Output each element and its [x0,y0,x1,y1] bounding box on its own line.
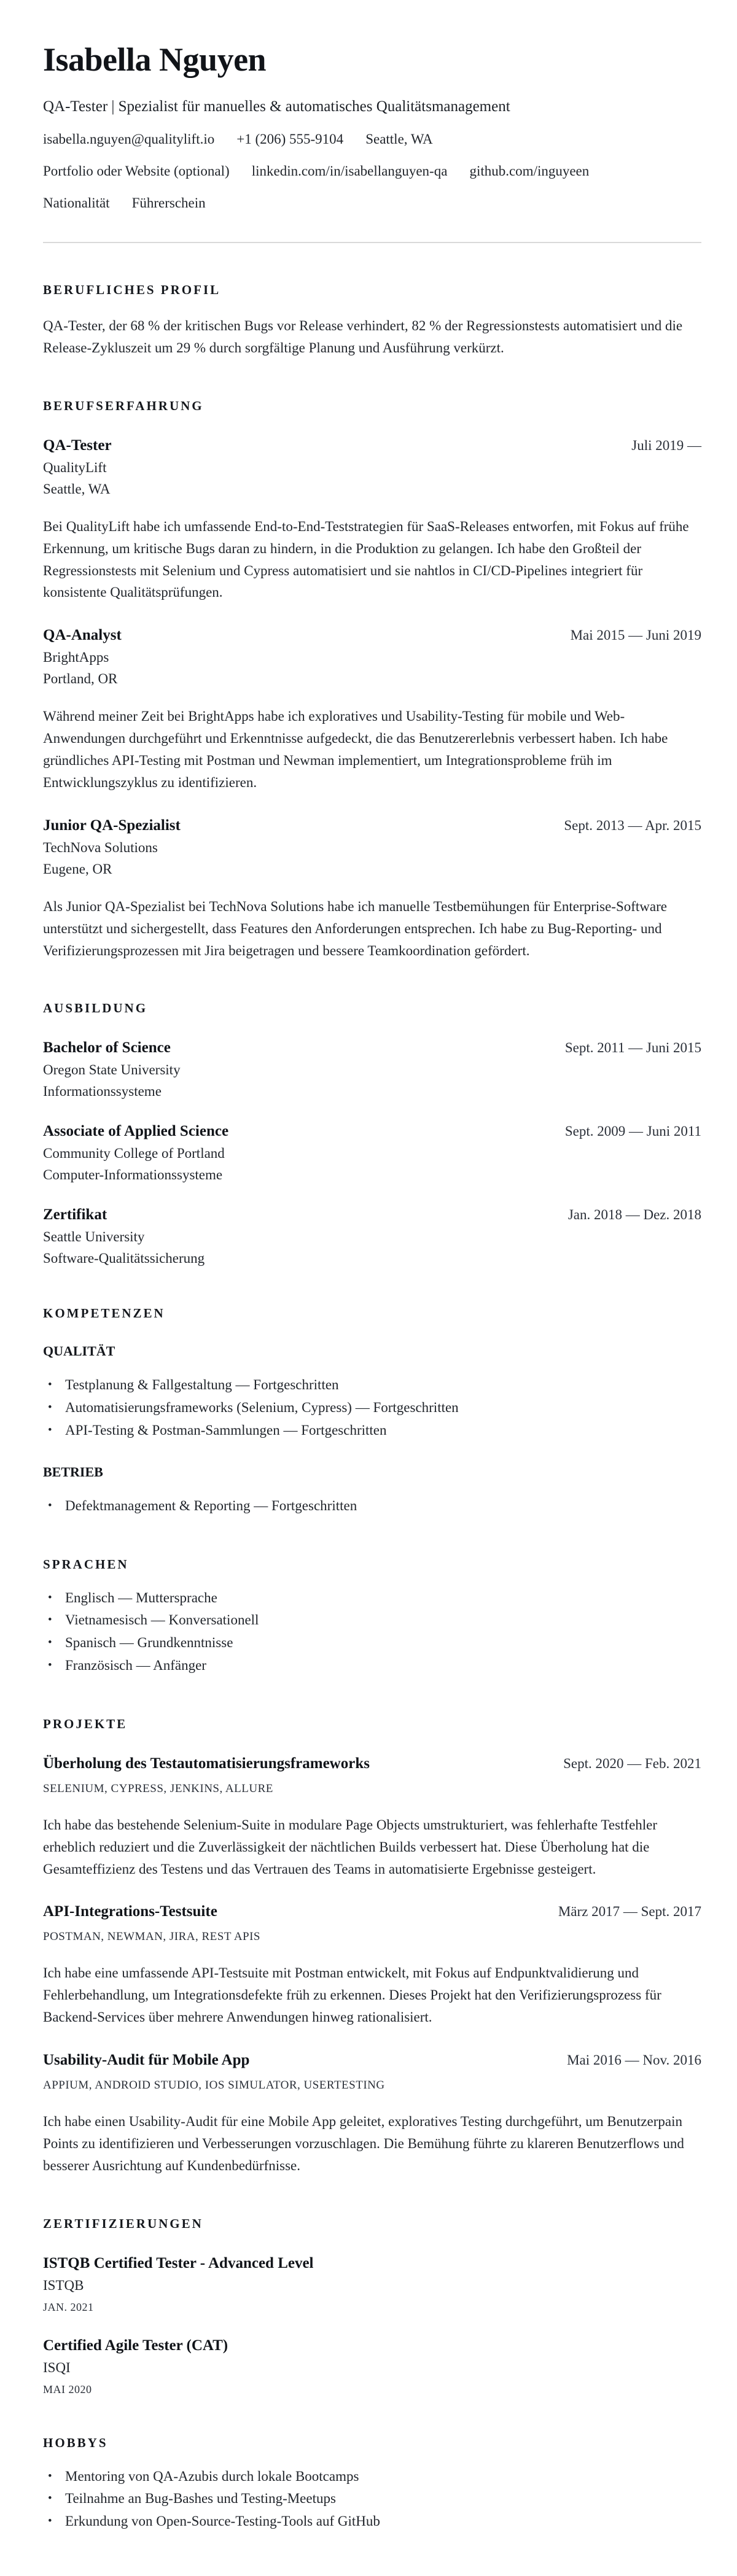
job-description: Als Junior QA-Spezialist bei TechNova Solutions habe ich manuelle Testbemühungen für Enterprise-Software unterstützt und sichergestellt, dass Features den Anforderungen entsprechen. Ich habe zu Bug-Reporting- und Verifizierungsprozessen mit Jira beigetragen und bessere Teamkoordination gefördert. [43,898,667,958]
hobby-item-label: Teilnahme an Bug-Bashes und Testing-Meetups [65,2491,336,2507]
language-item-label: Vietnamesisch — Konversationell [65,1612,259,1628]
bullet-icon: • [48,1636,52,1650]
language-item [48,1655,701,1677]
skill-item [48,1419,701,1442]
bullet-icon: • [48,1591,52,1604]
education-entry-header [43,1123,701,1140]
section-heading-profile: BERUFLICHES PROFIL [43,282,221,297]
job-dates: Juli 2019 — [631,437,701,453]
person-name: Isabella Nguyen [43,41,267,78]
bullet-icon: • [48,1423,52,1437]
job-title: QA-Tester [43,436,112,454]
language-item-label: Spanisch — Grundkenntnisse [65,1635,233,1651]
skill-group [43,1343,701,1441]
language-item-label: Französisch — Anfänger [65,1657,206,1673]
project-dates: Mai 2016 — Nov. 2016 [567,2052,701,2068]
job-entry [43,437,701,604]
section-skills [43,1306,701,1517]
drivers-license-text: Führerschein [131,195,206,211]
phone-text: +1 (206) 555-9104 [236,131,344,147]
education-entry [43,1039,701,1100]
headline: QA-Tester | Spezialist für manuelles & automatisches Qualitätsmanagement [43,98,510,115]
certification-entry [43,2255,701,2314]
school-name: Community College of Portland [43,1146,225,1162]
education-dates: Sept. 2011 — Juni 2015 [564,1040,701,1056]
job-description: Während meiner Zeit bei BrightApps habe ich exploratives und Usability-Testing für mobile und Web-Anwendungen durchgeführt und Erkenntnisse aufgedeckt, die das Benutzererlebnis verbessert haben. Ich habe gründliches API-Testing mit Postman und Newman implementiert, um Integrationsprobleme früh im Entwicklungszyklus zu identifizieren. [43,708,668,790]
job-company: QualityLift [43,459,107,475]
website-text: Portfolio oder Website (optional) [43,163,230,179]
project-entry-header [43,1755,701,1772]
degree-title: Bachelor of Science [43,1039,171,1057]
hobby-item [48,2510,701,2533]
language-item [48,1587,701,1610]
hobby-item-label: Erkundung von Open-Source-Testing-Tools auf GitHub [65,2513,380,2529]
hobby-list [43,2465,701,2533]
hobby-item [48,2488,701,2510]
school-name: Oregon State University [43,1062,181,1078]
field-of-study: Software-Qualitätssicherung [43,1251,205,1267]
section-heading-certifications: ZERTIFIZIERUNGEN [43,2216,203,2231]
certification-issuer: ISTQB [43,2277,84,2293]
job-entry [43,627,701,794]
certification-date: MAI 2020 [43,2383,92,2396]
project-entry-header [43,2052,701,2069]
language-item [48,1632,701,1655]
skill-item-label: API-Testing & Postman-Sammlungen — Fortgeschritten [65,1422,387,1438]
job-entry [43,817,701,962]
job-company: TechNova Solutions [43,839,158,855]
job-title: QA-Analyst [43,627,122,644]
bullet-icon: • [48,1378,52,1392]
section-hobbies [43,2435,701,2533]
linkedin-text: linkedin.com/in/isabellanguyen-qa [251,163,448,179]
github-text: github.com/inguyeen [469,163,590,179]
section-education [43,1001,701,1267]
job-dates: Sept. 2013 — Apr. 2015 [564,817,701,833]
job-location: Seattle, WA [43,481,111,497]
job-entry-header [43,437,701,454]
section-heading-languages: SPRACHEN [43,1556,129,1572]
language-item [48,1609,701,1632]
bullet-icon: • [48,1613,52,1627]
bullet-icon: • [48,2515,52,2528]
certification-title: ISTQB Certified Tester - Advanced Level [43,2254,314,2271]
section-languages [43,1557,701,1677]
degree-title: Zertifikat [43,1206,107,1224]
certification-date: JAN. 2021 [43,2300,94,2313]
job-entry-header [43,627,701,644]
bullet-icon: • [48,1401,52,1414]
project-tags: SELENIUM, CYPRESS, JENKINS, ALLURE [43,1782,273,1795]
location-text: Seattle, WA [365,131,433,147]
language-list [43,1587,701,1677]
section-experience [43,398,701,962]
contact-row-misc [43,195,701,211]
project-description: Ich habe das bestehende Selenium-Suite in modulare Page Objects umstrukturiert, was fehlerhafte Testfehler erheblich reduziert und die Zuverlässigkeit der nächtlichen Builds verbessert hat. Diese Überholung hat die Gesamteffizienz des Testens und das Vertrauen des Teams in automatisierte Ergebnisse gesteigert. [43,1817,658,1877]
project-title: Überholung des Testautomatisierungsframeworks [43,1755,370,1772]
job-location: Portland, OR [43,671,118,687]
job-dates: Mai 2015 — Juni 2019 [570,627,701,643]
section-projects [43,1717,701,2177]
school-name: Seattle University [43,1229,145,1245]
skill-item [48,1374,701,1397]
certification-title: Certified Agile Tester (CAT) [43,2337,228,2354]
resume-header [43,41,701,211]
job-description: Bei QualityLift habe ich umfassende End-to-End-Teststrategien für SaaS-Releases entworfen, mit Fokus auf frühe Erkennung, um kritische Bugs daran zu hindern, in die Produktion zu gelangen. Ich habe den Großteil der Regressionstests mit Selenium und Cypress automatisiert und sie nahtlos in CI/CD-Pipelines integriert für konsistente Qualitätsprüfungen. [43,518,689,600]
education-dates: Sept. 2009 — Juni 2011 [564,1123,701,1139]
project-entry [43,1903,701,2028]
section-heading-skills: KOMPETENZEN [43,1306,165,1321]
section-profile [43,282,701,359]
project-tags: APPIUM, ANDROID STUDIO, IOS SIMULATOR, USERTESTING [43,2079,385,2092]
education-entry-header [43,1206,701,1224]
section-heading-education: AUSBILDUNG [43,1001,148,1016]
skill-list [43,1495,701,1518]
contact-row-primary [43,131,701,147]
language-item-label: Englisch — Muttersprache [65,1589,217,1605]
field-of-study: Computer-Informationssysteme [43,1167,223,1183]
job-entry-header [43,817,701,834]
section-heading-projects: PROJEKTE [43,1716,128,1731]
project-entry [43,2052,701,2177]
bullet-icon: • [48,2492,52,2505]
skill-item-label: Defektmanagement & Reporting — Fortgeschritten [65,1497,357,1513]
education-dates: Jan. 2018 — Dez. 2018 [567,1207,701,1223]
certification-entry [43,2337,701,2396]
skill-item [48,1495,701,1518]
skill-group [43,1464,701,1518]
education-entry [43,1123,701,1183]
contact-row-links [43,163,701,179]
degree-title: Associate of Applied Science [43,1123,229,1140]
section-heading-experience: BERUFSERFAHRUNG [43,398,204,413]
bullet-icon: • [48,2469,52,2483]
field-of-study: Informationssysteme [43,1084,162,1100]
header-divider [43,242,701,243]
skill-item [48,1397,701,1419]
nationality-text: Nationalität [43,195,110,211]
email-text: isabella.nguyen@qualitylift.io [43,131,215,147]
bullet-icon: • [48,1499,52,1512]
project-entry [43,1755,701,1880]
job-company: BrightApps [43,650,109,665]
section-certifications [43,2216,701,2396]
project-entry-header [43,1903,701,1920]
hobby-item [48,2465,701,2488]
profile-summary: QA-Tester, der 68 % der kritischen Bugs vor Release verhindert, 82 % der Regressionstests automatisiert und die Release-Zykluszeit um 29 % durch sorgfältige Planung und Ausführung verkürzt. [43,318,683,355]
section-heading-hobbies: HOBBYS [43,2435,108,2450]
bullet-icon: • [48,1658,52,1672]
project-tags: POSTMAN, NEWMAN, JIRA, REST APIS [43,1930,261,1944]
skill-group-name: BETRIEB [43,1464,103,1480]
project-title: Usability-Audit für Mobile App [43,2052,250,2068]
certification-issuer: ISQI [43,2359,71,2375]
project-description: Ich habe eine umfassende API-Testsuite mit Postman entwickelt, mit Fokus auf Endpunktvalidierung und Fehlerbehandlung, um Integrationsdefekte früh zu erkennen. Dieses Projekt hat den Verifizierungsprozess für Backend-Services über mehrere Anwendungen hinweg rationalisiert. [43,1965,661,2025]
skill-item-label: Testplanung & Fallgestaltung — Fortgeschritten [65,1377,339,1393]
skill-list [43,1374,701,1441]
project-dates: Sept. 2020 — Feb. 2021 [563,1755,701,1771]
skill-item-label: Automatisierungsframeworks (Selenium, Cypress) — Fortgeschritten [65,1400,459,1416]
hobby-item-label: Mentoring von QA-Azubis durch lokale Bootcamps [65,2468,359,2484]
education-entry [43,1206,701,1267]
education-entry-header [43,1039,701,1057]
project-title: API-Integrations-Testsuite [43,1903,217,1920]
skill-group-name: QUALITÄT [43,1343,115,1359]
job-title: Junior QA-Spezialist [43,817,181,834]
project-dates: März 2017 — Sept. 2017 [558,1904,701,1920]
project-description: Ich habe einen Usability-Audit für eine Mobile App geleitet, exploratives Testing durchgeführt, um Benutzerpain Points zu identifizieren und Verbesserungen vorzuschlagen. Die Bemühung führte zu klareren Benutzerflows und besserer Ausrichtung auf Kundenbedürfnisse. [43,2114,684,2173]
job-location: Eugene, OR [43,861,112,877]
